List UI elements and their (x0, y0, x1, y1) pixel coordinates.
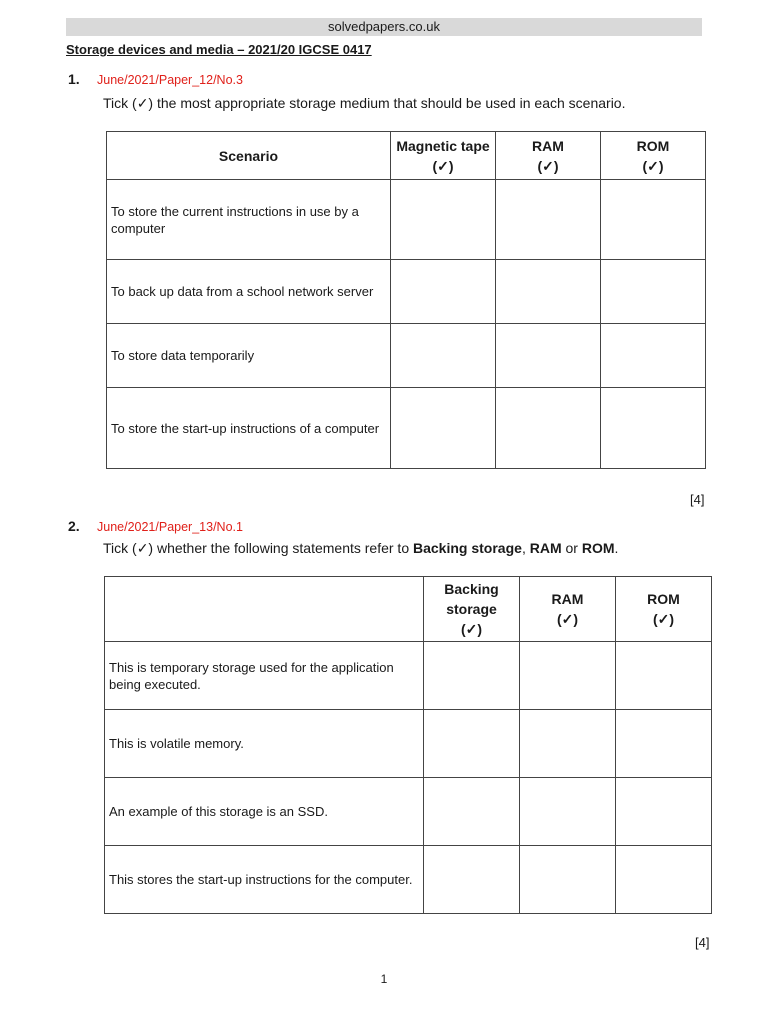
column-header-statement (105, 577, 424, 642)
tick-symbol: (✓) (460, 621, 483, 637)
column-header-label: ROM (636, 137, 670, 154)
column-header-label: ROM (647, 591, 680, 607)
statement-cell: This is temporary storage used for the application being executed. (105, 642, 424, 710)
tick-cell[interactable] (520, 642, 616, 710)
table-row (105, 710, 712, 778)
question-2-instruction (103, 540, 618, 557)
document-title: Storage devices and media – 2021/20 IGCSE 0417 (66, 42, 372, 57)
tick-cell[interactable] (496, 180, 601, 260)
tick-cell[interactable] (391, 324, 496, 388)
statement-cell: An example of this storage is an SSD. (105, 778, 424, 846)
instruction-bold-text: Backing storage (413, 540, 522, 556)
table-header-row (105, 577, 712, 642)
table-row (107, 260, 706, 324)
tick-symbol: (✓) (432, 157, 454, 174)
column-header-ram (520, 577, 616, 642)
tick-symbol: (✓) (652, 611, 675, 627)
question-1-instruction: Tick (✓) the most appropriate storage medium that should be used in each scenario. (103, 95, 626, 111)
question-1-table (106, 131, 706, 469)
tick-cell[interactable] (496, 388, 601, 469)
instruction-text: Tick (✓) whether the following statements refer to (103, 540, 413, 556)
table-row (105, 846, 712, 914)
column-header-label: RAM (532, 137, 564, 154)
table-row (107, 388, 706, 469)
tick-cell[interactable] (601, 324, 706, 388)
column-header-label: Magnetic tape (396, 137, 490, 154)
question-2-reference: June/2021/Paper_13/No.1 (97, 520, 243, 534)
tick-cell[interactable] (424, 846, 520, 914)
scenario-cell: To store the current instructions in use by a computer (107, 180, 391, 260)
tick-cell[interactable] (616, 642, 712, 710)
tick-symbol: (✓) (642, 157, 664, 174)
site-banner: solvedpapers.co.uk (66, 18, 702, 36)
tick-symbol: (✓) (556, 611, 579, 627)
instruction-bold-text: RAM (529, 540, 562, 556)
tick-cell[interactable] (520, 710, 616, 778)
tick-cell[interactable] (424, 710, 520, 778)
instruction-text: , (521, 540, 530, 556)
tick-cell[interactable] (391, 260, 496, 324)
tick-cell[interactable] (520, 778, 616, 846)
question-1-reference: June/2021/Paper_12/No.3 (97, 73, 243, 87)
column-header-backing-storage (424, 577, 520, 642)
question-1-marks: [4] (690, 492, 705, 507)
column-header-label: RAM (551, 591, 584, 607)
instruction-text: or (561, 540, 582, 556)
table-row (107, 324, 706, 388)
tick-cell[interactable] (496, 324, 601, 388)
statement-cell: This is volatile memory. (105, 710, 424, 778)
column-header-magnetic-tape (391, 132, 496, 180)
scenario-cell: To back up data from a school network server (107, 260, 391, 324)
tick-cell[interactable] (616, 846, 712, 914)
tick-cell[interactable] (601, 388, 706, 469)
table-row (105, 778, 712, 846)
column-header-ram (496, 132, 601, 180)
tick-cell[interactable] (496, 260, 601, 324)
instruction-bold-text: ROM (581, 540, 615, 556)
tick-cell[interactable] (391, 180, 496, 260)
column-header-scenario: Scenario (107, 132, 391, 180)
question-2-marks: [4] (695, 935, 710, 950)
page-number: 1 (380, 972, 388, 986)
tick-cell[interactable] (601, 260, 706, 324)
tick-cell[interactable] (616, 778, 712, 846)
column-header-rom (616, 577, 712, 642)
tick-cell[interactable] (424, 778, 520, 846)
table-header-row (107, 132, 706, 180)
tick-symbol: (✓) (537, 157, 559, 174)
column-header-rom (601, 132, 706, 180)
question-2-table (104, 576, 712, 914)
tick-cell[interactable] (520, 846, 616, 914)
tick-cell[interactable] (424, 642, 520, 710)
scenario-cell: To store data temporarily (107, 324, 391, 388)
scenario-cell: To store the start-up instructions of a computer (107, 388, 391, 469)
instruction-text: . (614, 540, 619, 556)
statement-cell: This stores the start-up instructions for the computer. (105, 846, 424, 914)
tick-cell[interactable] (601, 180, 706, 260)
tick-cell[interactable] (391, 388, 496, 469)
question-1-number: 1. (68, 71, 80, 87)
question-2-number: 2. (68, 518, 80, 534)
column-header-label: Backing storage (444, 581, 499, 617)
table-row (107, 180, 706, 260)
tick-cell[interactable] (616, 710, 712, 778)
table-row (105, 642, 712, 710)
